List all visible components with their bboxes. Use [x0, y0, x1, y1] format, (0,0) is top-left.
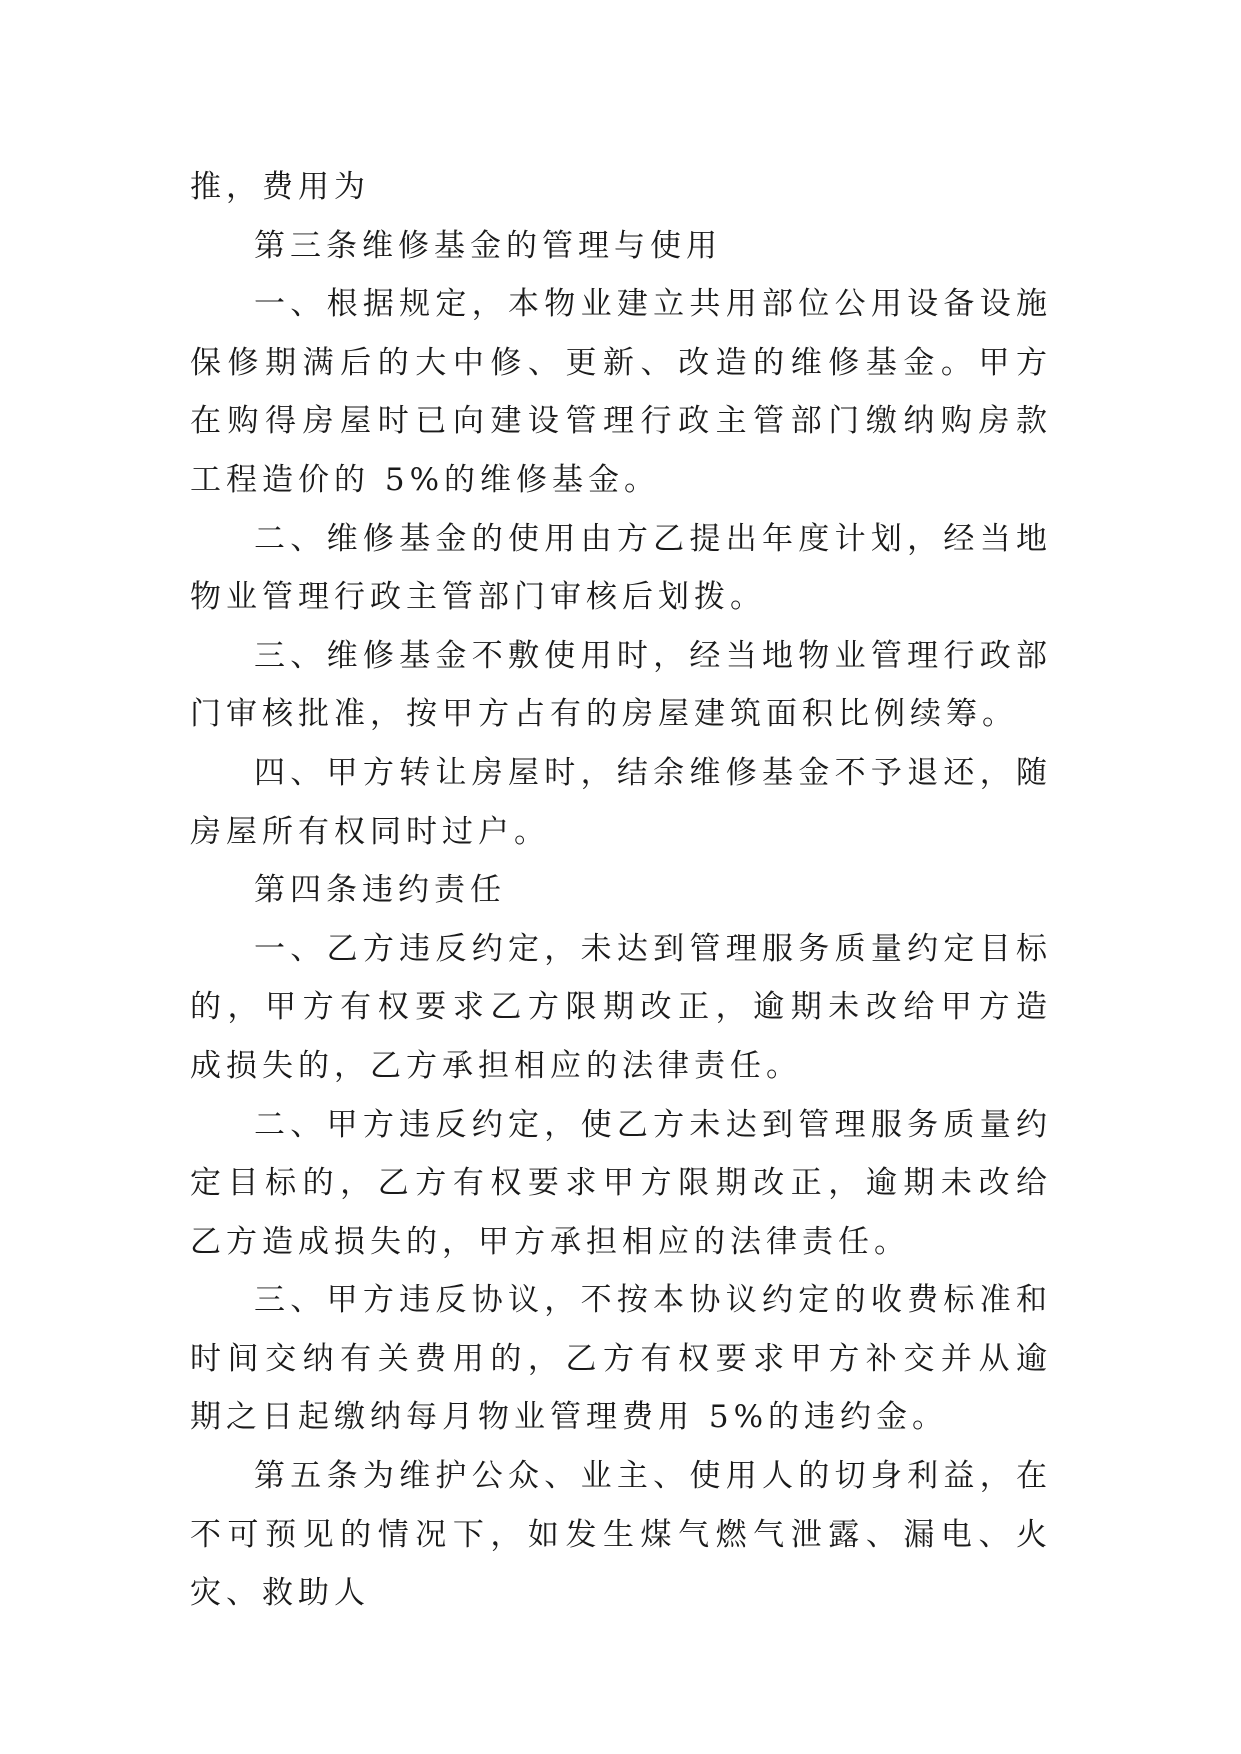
article-4-clause-3: 三、甲方违反协议，不按本协议约定的收费标准和时间交纳有关费用的，乙方有权要求甲方补交并从逾期之日起缴纳每月物业管理费用 5%的违约金。	[190, 1282, 1052, 1436]
article-3-clause-4: 四、甲方转让房屋时，结余维修基金不予退还，随房屋所有权同时过户。	[190, 754, 1052, 850]
paragraph-continuation: 推，费用为	[190, 169, 370, 205]
article-3-clause-1: 一、根据规定，本物业建立共用部位公用设备设施保修期满后的大中修、更新、改造的维修基金。甲方在购得房屋时已向建设管理行政主管部门缴纳购房款工程造价的 5%的维修基金。	[190, 286, 1052, 498]
article-5-text: 第五条为维护公众、业主、使用人的切身利益，在不可预见的情况下，如发生煤气燃气泄露、漏电、火灾、救助人	[190, 1458, 1052, 1612]
article-4-heading: 第四条违约责任	[254, 872, 506, 909]
article-4-clause-1: 一、乙方违反约定，未达到管理服务质量约定目标的，甲方有权要求乙方限期改正，逾期未改给甲方造成损失的，乙方承担相应的法律责任。	[190, 930, 1052, 1084]
article-4-clause-2: 二、甲方违反约定，使乙方未达到管理服务质量约定目标的，乙方有权要求甲方限期改正，逾期未改给乙方造成损失的，甲方承担相应的法律责任。	[190, 1106, 1052, 1260]
article-3-heading: 第三条维修基金的管理与使用	[254, 227, 722, 264]
article-3-clause-3: 三、维修基金不敷使用时，经当地物业管理行政部门审核批准，按甲方占有的房屋建筑面积比例续筹。	[190, 637, 1052, 733]
article-3-clause-2: 二、维修基金的使用由方乙提出年度计划，经当地物业管理行政主管部门审核后划拨。	[190, 520, 1052, 616]
document-body	[190, 158, 1052, 1623]
